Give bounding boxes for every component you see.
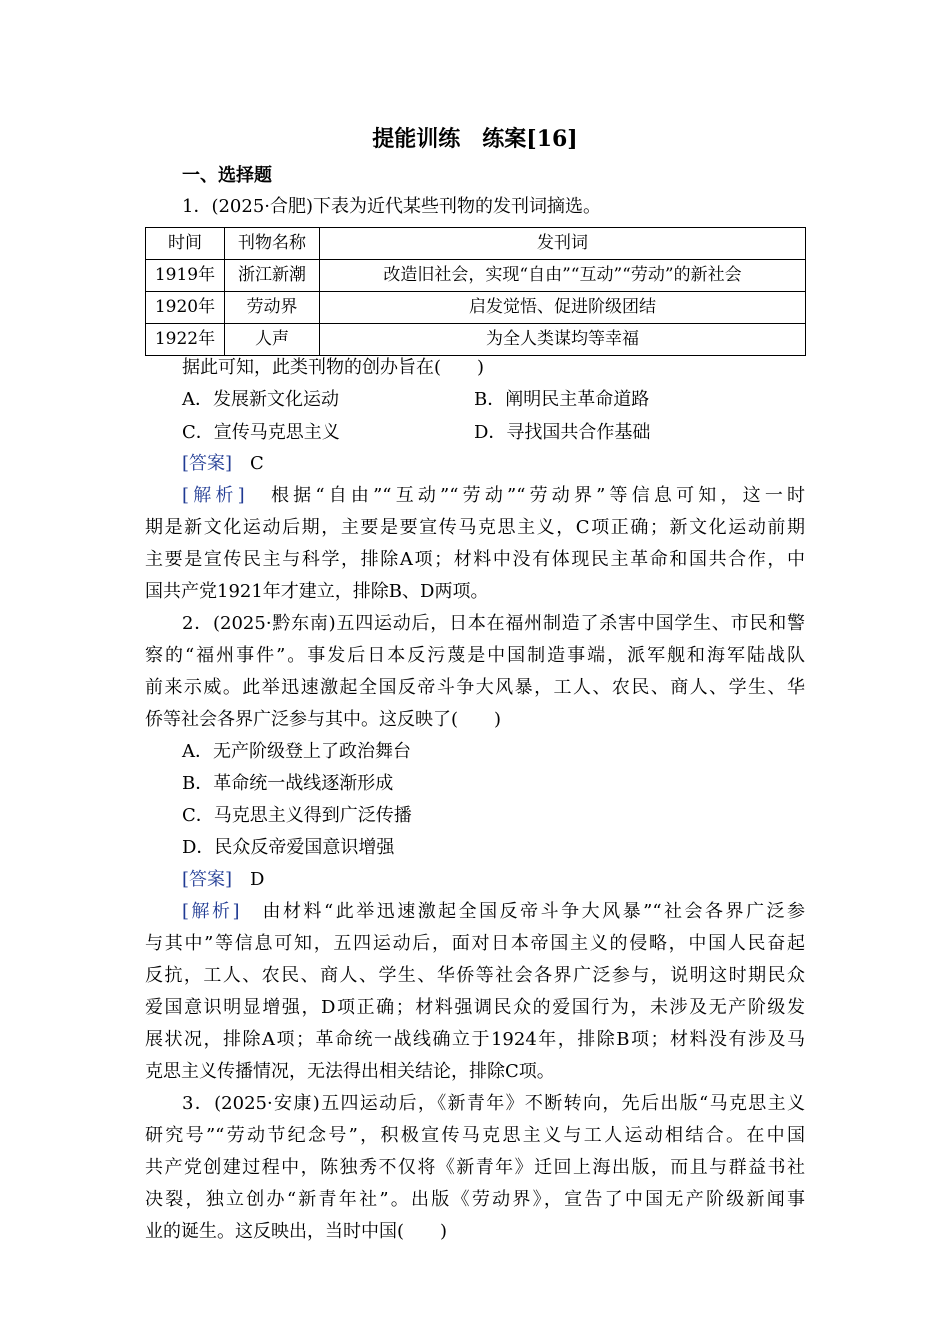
q2-stem-line: 2．(2025·黔东南)五四运动后，日本在福州制造了杀害中国学生、市民和警 xyxy=(182,613,805,634)
table-cell: 1922年 xyxy=(146,324,225,356)
answer-value: C xyxy=(250,453,264,474)
q2-answer xyxy=(182,868,264,892)
q2-analysis-line: 展状况，排除A项；革命统一战线确立于1924年，排除B项；材料没有涉及马 xyxy=(145,1029,805,1050)
answer-value: D xyxy=(250,869,265,890)
q2-option-a: A．无产阶级登上了政治舞台 xyxy=(182,741,411,762)
table-cell: 启发觉悟、促进阶级团结 xyxy=(320,292,806,324)
q3-stem-line: 共产党创建过程中，陈独秀不仅将《新青年》迁回上海出版，而且与群益书社 xyxy=(145,1157,805,1178)
q2-option-c: C．马克思主义得到广泛传播 xyxy=(182,805,412,826)
analysis-label: [解析] xyxy=(182,901,240,922)
q3-stem-line: 3．(2025·安康)五四运动后，《新青年》不断转向，先后出版“马克思主义 xyxy=(182,1093,805,1114)
analysis-label: [解析] xyxy=(182,485,245,506)
q1-analysis-line: 期是新文化运动后期，主要是要宣传马克思主义，C项正确；新文化运动前期 xyxy=(145,517,805,538)
q1-option-a: A．发展新文化运动 xyxy=(182,389,339,410)
table-cell: 1919年 xyxy=(146,260,225,292)
page-title: 提能训练 练案[16] xyxy=(372,126,578,152)
q2-option-d: D．民众反帝爱国意识增强 xyxy=(182,837,395,858)
table-row xyxy=(146,292,806,324)
table-cell: 1920年 xyxy=(146,292,225,324)
q2-analysis-line: 反抗，工人、农民、商人、学生、华侨等社会各界广泛参与，说明这时期民众 xyxy=(145,965,805,986)
answer-label: [答案] xyxy=(182,869,233,890)
section-heading: 一、选择题 xyxy=(182,165,272,186)
q3-stem-line: 业的诞生。这反映出，当时中国( ) xyxy=(145,1221,448,1242)
table-header-cell: 发刊词 xyxy=(320,228,806,260)
q1-option-d: D．寻找国共合作基础 xyxy=(474,422,651,443)
q1-prompt: 据此可知，此类刊物的创办旨在( ) xyxy=(182,357,485,378)
table-cell: 浙江新潮 xyxy=(225,260,320,292)
table-cell: 人声 xyxy=(225,324,320,356)
q2-analysis-line: [解析] 由材料“此举迅速激起全国反帝斗争大风暴”“社会各界广泛参 xyxy=(182,901,805,922)
q1-analysis-line: 主要是宣传民主与科学，排除A项；材料中没有体现民主革命和国共合作，中 xyxy=(145,549,805,570)
q2-option-b: B．革命统一战线逐渐形成 xyxy=(182,773,394,794)
q2-stem-line: 察的“福州事件”。事发后日本反污蔑是中国制造事端，派军舰和海军陆战队 xyxy=(145,645,805,666)
table-header-row xyxy=(146,228,806,260)
answer-label: [答案] xyxy=(182,453,233,474)
table-row xyxy=(146,260,806,292)
table-header-cell: 时间 xyxy=(146,228,225,260)
q2-stem-line: 前来示威。此举迅速激起全国反帝斗争大风暴，工人、农民、商人、学生、华 xyxy=(145,677,805,698)
q1-answer xyxy=(182,452,264,476)
table-cell: 为全人类谋均等幸福 xyxy=(320,324,806,356)
q1-table xyxy=(145,227,806,356)
table-row xyxy=(146,324,806,356)
q3-stem-line: 决裂，独立创办“新青年社”。出版《劳动界》，宣告了中国无产阶级新闻事 xyxy=(145,1189,805,1210)
table-cell: 劳动界 xyxy=(225,292,320,324)
table-header-cell: 刊物名称 xyxy=(225,228,320,260)
q3-stem-line: 研究号”“劳动节纪念号”，积极宣传马克思主义与工人运动相结合。在中国 xyxy=(145,1125,805,1146)
q1-analysis-line: 国共产党1921年才建立，排除B、D两项。 xyxy=(145,581,489,602)
q1-option-b: B．阐明民主革命道路 xyxy=(474,389,650,410)
q1-stem: 1．(2025·合肥)下表为近代某些刊物的发刊词摘选。 xyxy=(182,196,602,217)
q2-stem-line: 侨等社会各界广泛参与其中。这反映了( ) xyxy=(145,709,502,730)
table-cell: 改造旧社会，实现“自由”“互动”“劳动”的新社会 xyxy=(320,260,806,292)
q2-analysis-line: 爱国意识明显增强，D项正确；材料强调民众的爱国行为，未涉及无产阶级发 xyxy=(145,997,805,1018)
q1-option-c: C．宣传马克思主义 xyxy=(182,422,340,443)
q2-analysis-line: 克思主义传播情况，无法得出相关结论，排除C项。 xyxy=(145,1061,555,1082)
q1-analysis-line: [解析] 根据“自由”“互动”“劳动”“劳动界”等信息可知，这一时 xyxy=(182,485,805,506)
q2-analysis-line: 与其中”等信息可知，五四运动后，面对日本帝国主义的侵略，中国人民奋起 xyxy=(145,933,805,954)
